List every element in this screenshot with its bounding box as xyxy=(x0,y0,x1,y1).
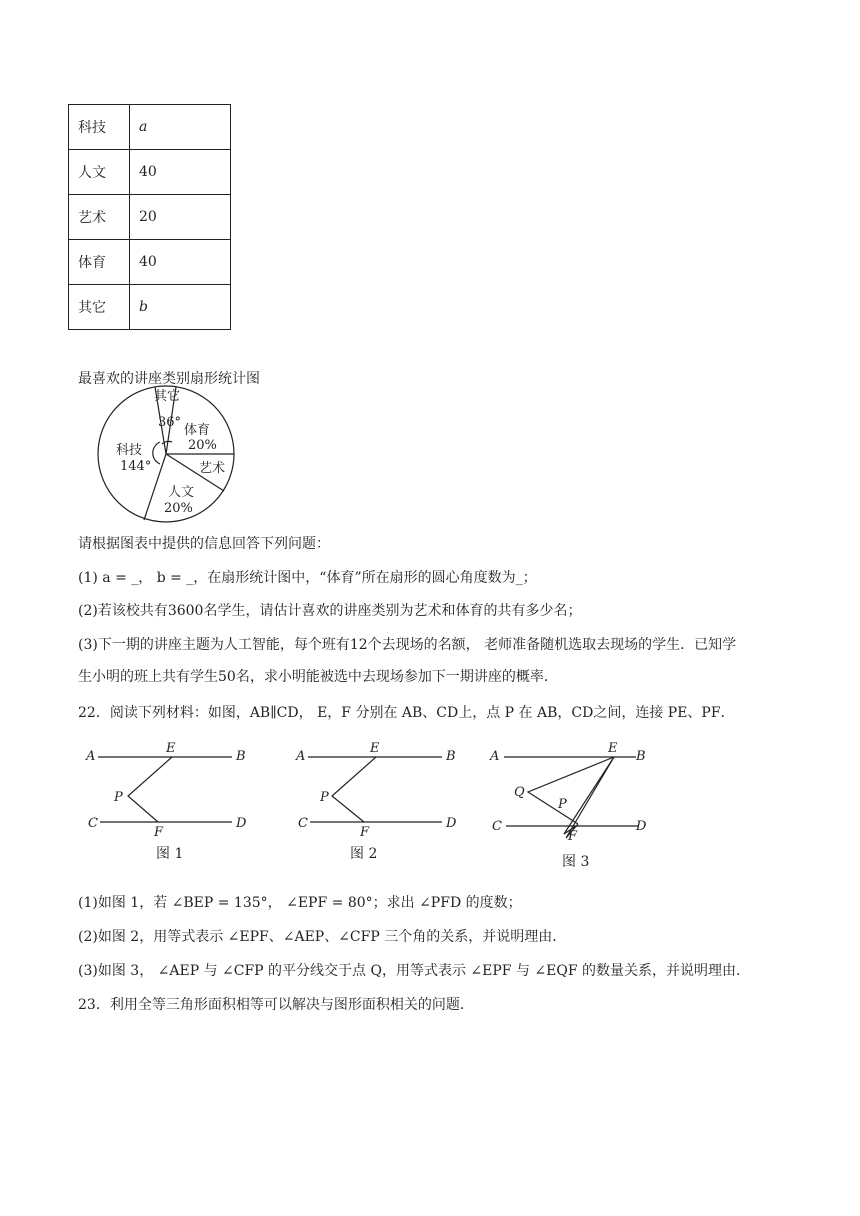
polyline-epf xyxy=(332,757,376,822)
point-q-label: Q xyxy=(514,785,525,800)
point-b-label: B xyxy=(236,749,246,764)
q21-part1: (1) a = _， b = _，在扇形统计图中，“体育”所在扇形的圆心角度数为_； xyxy=(78,570,537,586)
point-a-label: A xyxy=(296,749,306,764)
point-a-label: A xyxy=(86,749,96,764)
pie-label-sports: 体育 xyxy=(184,423,211,438)
figure-3-caption: 图 3 xyxy=(562,854,590,870)
table-row xyxy=(69,150,231,195)
pie-chart xyxy=(96,384,246,526)
point-b-label: B xyxy=(446,749,456,764)
q21-part3-line1: (3)下一期的讲座主题为人工智能，每个班有12个去现场的名额， 老师准备随机选取去现场的学生．已知学 xyxy=(78,637,737,653)
table-row xyxy=(69,195,231,240)
table-cell-category: 科技 xyxy=(69,105,130,150)
figure-2 xyxy=(292,738,468,868)
point-p-label: P xyxy=(320,790,329,805)
q22-part3: (3)如图 3， ∠AEP 与 ∠CFP 的平分线交于点 Q，用等式表示 ∠EPF 与 ∠EQF 的数量关系，并说明理由． xyxy=(78,963,750,979)
table-cell-value: b xyxy=(130,285,231,330)
point-f-label: F xyxy=(568,829,578,844)
point-p-label: P xyxy=(558,797,567,812)
q23-text: 23．利用全等三角形面积相等可以解决与图形面积相关的问题． xyxy=(78,997,474,1013)
pie-label-tech-angle: 144° xyxy=(120,459,152,474)
table-cell-category: 人文 xyxy=(69,150,130,195)
figure-1 xyxy=(84,738,260,868)
polyline-epf xyxy=(128,757,172,822)
q21-part3-line2: 生小明的班上共有学生50名，求小明能被选中去现场参加下一期讲座的概率． xyxy=(78,669,558,685)
table-row xyxy=(69,105,231,150)
pie-label-tech: 科技 xyxy=(116,443,143,458)
point-d-label: D xyxy=(236,816,247,831)
point-e-label: E xyxy=(608,741,618,756)
table-row xyxy=(69,240,231,285)
pie-label-sports-pct: 20% xyxy=(188,438,217,453)
table-cell-value: 40 xyxy=(130,240,231,285)
table-cell-value: 40 xyxy=(130,150,231,195)
point-e-label: E xyxy=(370,741,380,756)
table-cell-category: 艺术 xyxy=(69,195,130,240)
figure-2-caption: 图 2 xyxy=(350,846,378,862)
figure-1-caption: 图 1 xyxy=(156,846,184,862)
q22-part2: (2)如图 2，用等式表示 ∠EPF、∠AEP、∠CFP 三个角的关系，并说明理由． xyxy=(78,929,567,945)
point-p-label: P xyxy=(114,790,123,805)
figure-3 xyxy=(486,738,666,872)
table-cell-value: 20 xyxy=(130,195,231,240)
q21-part2: (2)若该校共有3600名学生，请估计喜欢的讲座类别为艺术和体育的共有多少名； xyxy=(78,603,582,619)
pie-chart-title: 最喜欢的讲座类别扇形统计图 xyxy=(78,371,260,387)
pie-label-humanities: 人文 xyxy=(168,485,195,500)
point-d-label: D xyxy=(446,816,457,831)
pie-angle-arc xyxy=(153,442,160,464)
q22-part1: (1)如图 1，若 ∠BEP = 135°， ∠EPF = 80°；求出 ∠PFD 的度数； xyxy=(78,895,522,911)
category-table xyxy=(68,104,231,330)
pie-label-art: 艺术 xyxy=(199,461,226,476)
point-e-label: E xyxy=(166,741,176,756)
point-a-label: A xyxy=(490,749,500,764)
point-c-label: C xyxy=(88,816,98,831)
q21-prompt: 请根据图表中提供的信息回答下列问题： xyxy=(78,536,330,552)
table-row xyxy=(69,285,231,330)
point-d-label: D xyxy=(636,819,647,834)
line-ep xyxy=(564,757,614,834)
polyline-eqf xyxy=(528,757,614,824)
q22-intro: 22．阅读下列材料：如图，AB∥CD， E，F 分别在 AB、CD上，点 P 在 AB，CD之间，连接 PE、PF． xyxy=(78,705,735,721)
point-f-label: F xyxy=(360,825,370,840)
point-c-label: C xyxy=(298,816,308,831)
table-cell-category: 其它 xyxy=(69,285,130,330)
pie-label-other: 其它 xyxy=(154,389,181,404)
pie-label-humanities-pct: 20% xyxy=(164,501,193,516)
point-c-label: C xyxy=(492,819,502,834)
pie-label-other-angle: 36° xyxy=(158,415,182,430)
table-cell-value: a xyxy=(130,105,231,150)
point-f-label: F xyxy=(154,825,164,840)
point-b-label: B xyxy=(636,749,646,764)
table-cell-category: 体育 xyxy=(69,240,130,285)
